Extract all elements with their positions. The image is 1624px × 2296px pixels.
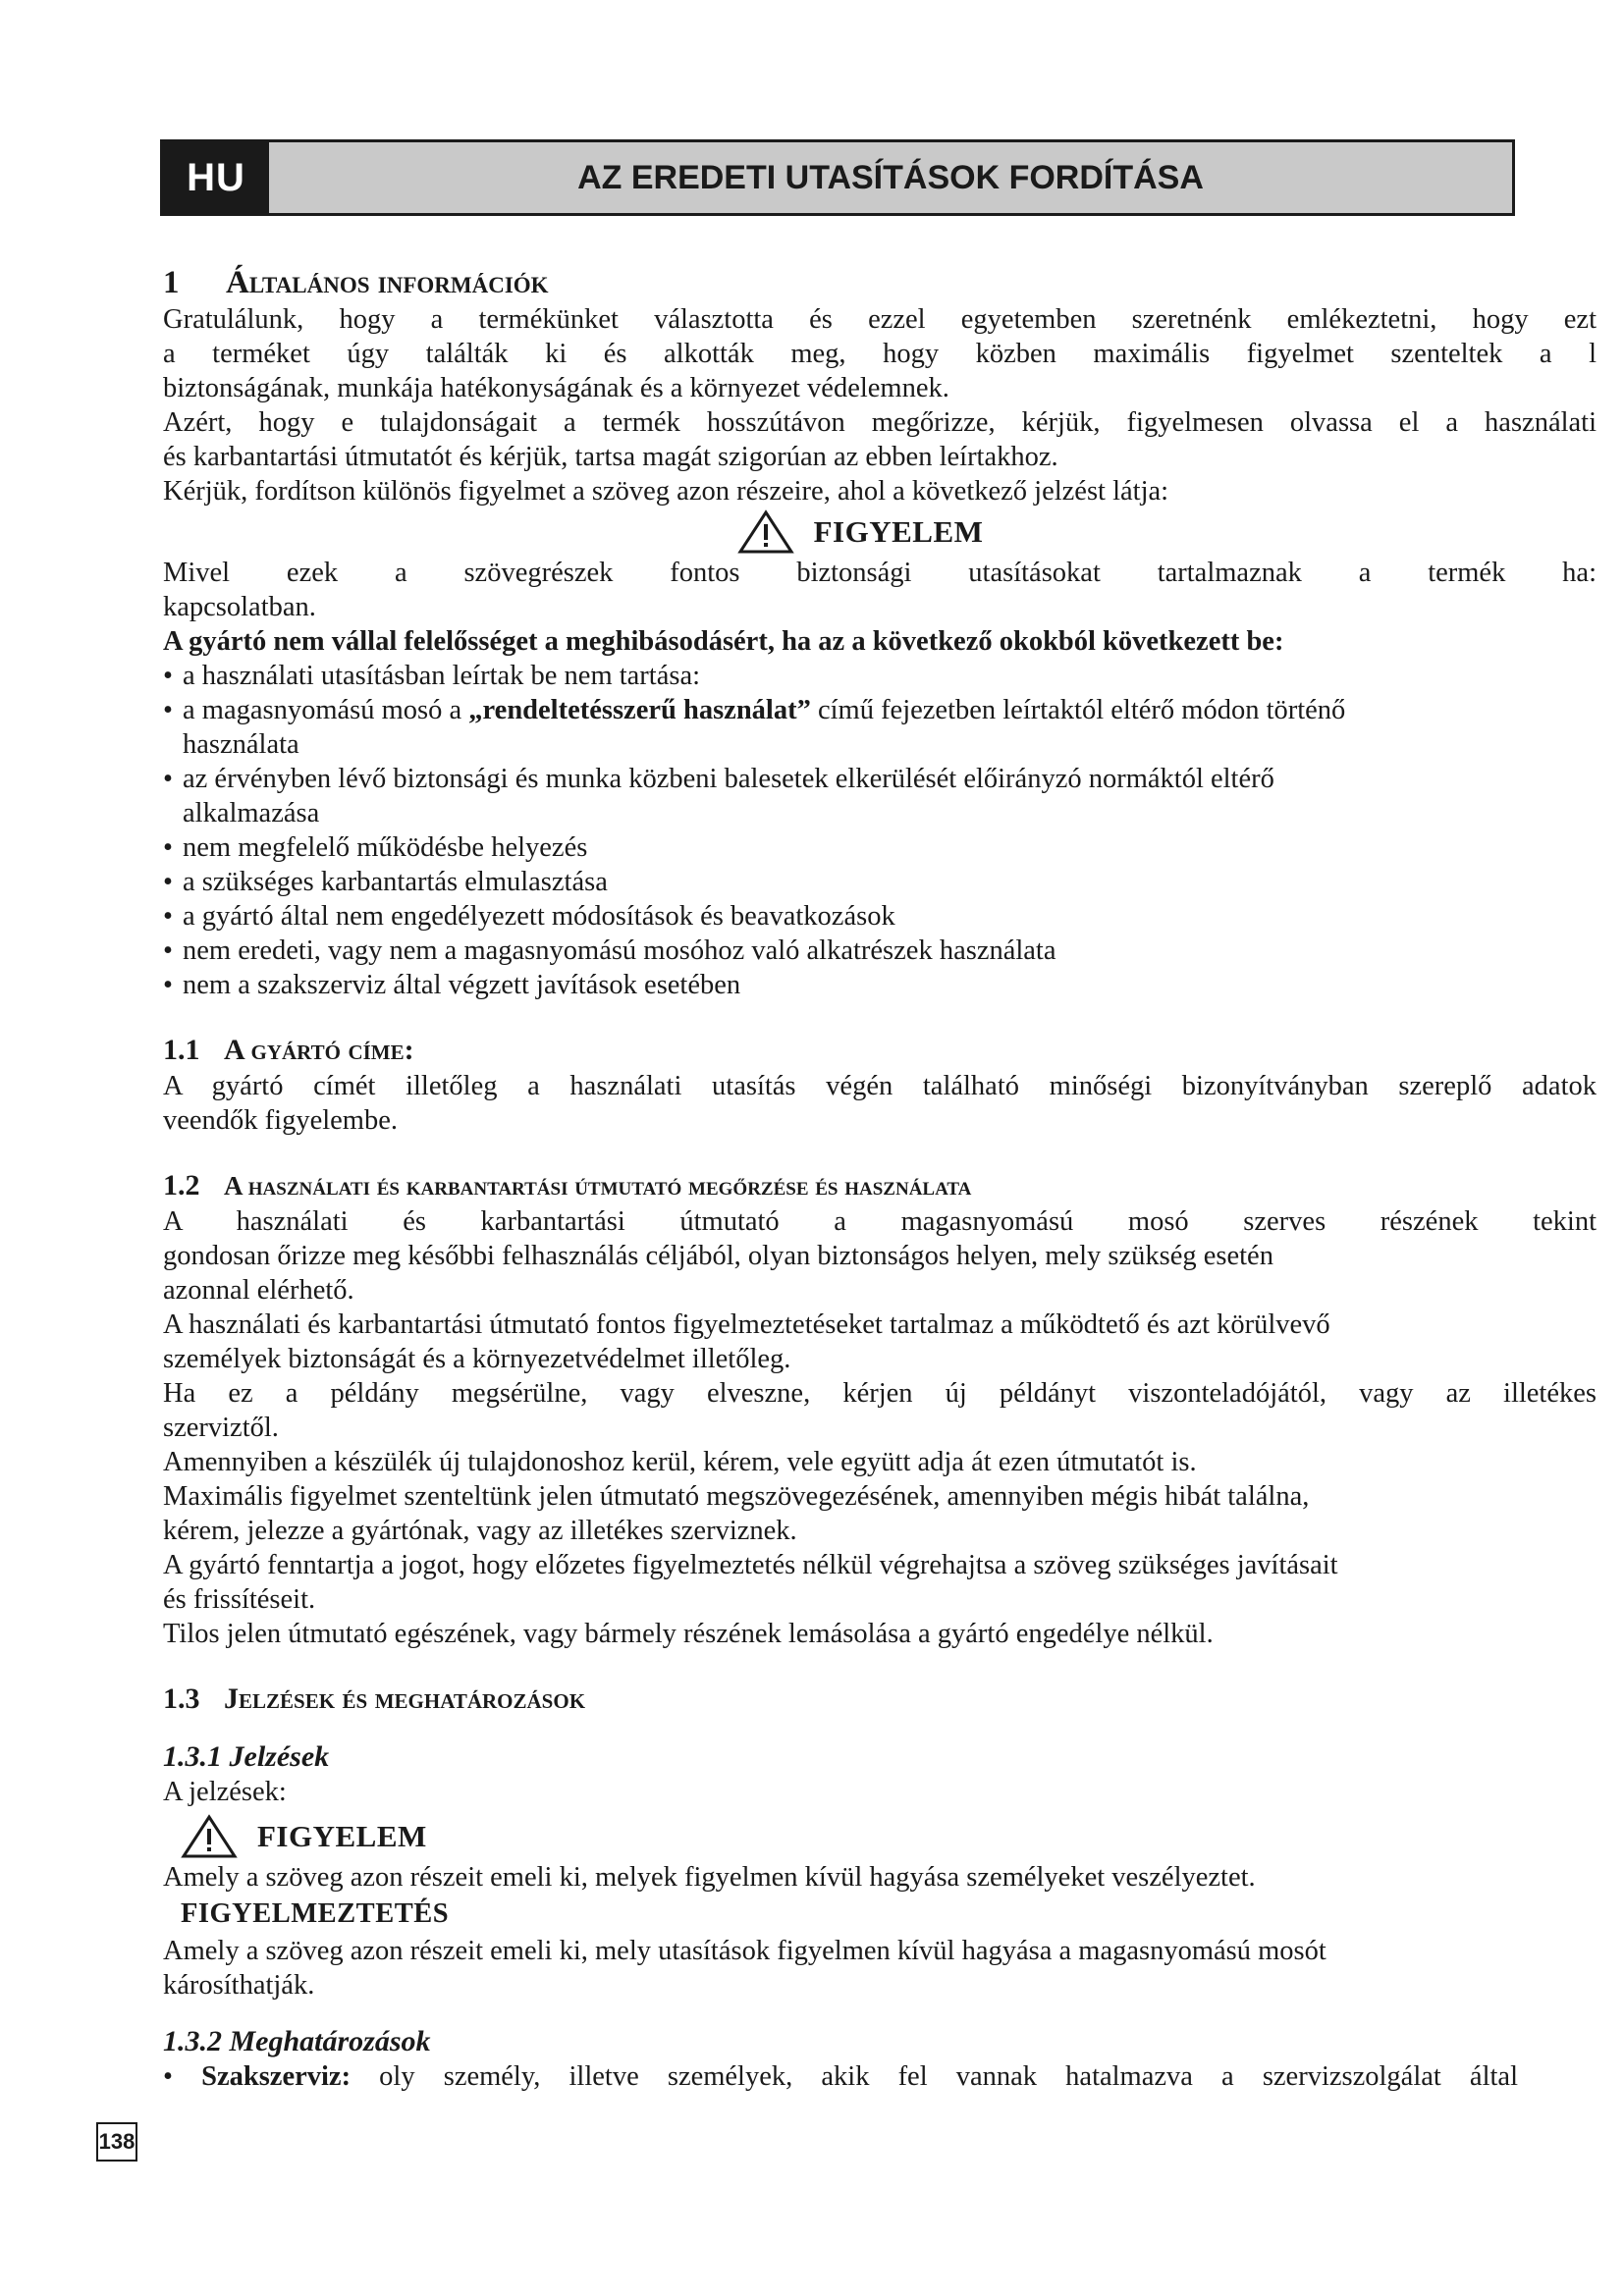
list-item-text: az érvényben lévő biztonsági és munka közbeni balesetek elkerülését előirányzó normáktól eltérő	[183, 764, 1274, 794]
section-1-heading	[163, 263, 1597, 302]
paragraph-line: azonnal elérhető.	[163, 1275, 354, 1306]
section-title: A gyártó címe:	[224, 1034, 414, 1066]
paragraph-line: a terméket úgy találták ki és alkották meg, hogy közben maximális figyelmet szenteltek a l	[163, 339, 1597, 369]
paragraph-line: Maximális figyelmet szenteltünk jelen útmutató megszövegezésének, amennyiben mégis hibát találna,	[163, 1481, 1310, 1512]
list-item-text: nem a szakszerviz által végzett javítások esetében	[183, 970, 741, 1000]
document-title: AZ EREDETI UTASÍTÁSOK FORDÍTÁSA	[577, 159, 1204, 196]
paragraph-line: Kérjük, fordítson különös figyelmet a szöveg azon részeire, ahol a következő jelzést látja:	[163, 476, 1169, 507]
list-item-continuation: alkalmazása	[183, 798, 320, 828]
liability-heading: A gyártó nem vállal felelősséget a meghibásodásért, ha az a következő okokból következett be:	[163, 626, 1284, 657]
paragraph-line: A gyártó címét illetőleg a használati utasítás végén található minőségi bizonyítványban szereplő adatok	[163, 1071, 1597, 1101]
paragraph-line: kérem, jelezze a gyártónak, vagy az illetékes szerviznek.	[163, 1516, 797, 1546]
paragraph-line: A gyártó fenntartja a jogot, hogy előzetes figyelmeztetés nélkül végrehajtsa a szöveg szükséges javításait	[163, 1550, 1338, 1580]
list-item	[163, 865, 1597, 899]
list-item-text: nem eredeti, vagy nem a magasnyomású mosóhoz való alkatrészek használata	[183, 935, 1056, 966]
paragraph-line: Amely a szöveg azon részeit emeli ki, melyek figyelmen kívül hagyása személyeket veszélyeztet.	[163, 1862, 1256, 1893]
header-banner	[160, 139, 1515, 216]
list-item	[163, 762, 1597, 830]
paragraph-line: Amely a szöveg azon részeit emeli ki, mely utasítások figyelmen kívül hagyása a magasnyomású mosót	[163, 1936, 1326, 1966]
section-title: A használati és karbantartási útmutató megőrzése és használata	[224, 1171, 972, 1201]
paragraph-line: károsíthatják.	[163, 1970, 315, 2001]
list-item	[163, 934, 1597, 968]
list-item-text: a gyártó által nem engedélyezett módosítások és beavatkozások	[183, 901, 895, 932]
section-title: Jelzések és meghatározások	[224, 1682, 586, 1715]
section-number: 1.1	[163, 1034, 200, 1066]
section-1-1-heading	[163, 1032, 1597, 1069]
subsection-1-3-1-heading: 1.3.1 Jelzések	[163, 1740, 330, 1773]
list-item-text: a használati utasításban leírtak be nem tartása:	[183, 661, 701, 691]
list-item-text: a magasnyomású mosó a	[183, 695, 469, 725]
paragraph-line: biztonságának, munkája hatékonyságának és a környezet védelemnek.	[163, 373, 949, 403]
list-item	[163, 693, 1597, 762]
definition-term: Szakszerviz:	[201, 2061, 352, 2092]
warning-label: FIGYELEM	[813, 514, 984, 549]
paragraph-line: A jelzések:	[163, 1777, 287, 1807]
definition-line: • Szakszerviz: oly személy, illetve személyek, akik fel vannak hatalmazva a szervizszolgálat által	[163, 2061, 1518, 2092]
paragraph-line: és frissítéseit.	[163, 1584, 316, 1615]
section-number: 1.3	[163, 1682, 200, 1715]
paragraph-line: Amennyiben a készülék új tulajdonoshoz kerül, kérem, vele együtt adja át ezen útmutatót is.	[163, 1447, 1197, 1477]
warning-sign-row	[124, 508, 1597, 556]
list-item	[163, 968, 1597, 1002]
section-1-2-heading	[163, 1167, 1597, 1204]
paragraph-line: Azért, hogy e tulajdonságait a termék hosszútávon megőrizze, kérjük, figyelmesen olvassa el a használati	[163, 407, 1597, 438]
paragraph-line: gondosan őrizze meg későbbi felhasználás céljából, olyan biztonságos helyen, mely szükség esetén	[163, 1241, 1273, 1271]
paragraph-line: szerviztől.	[163, 1413, 279, 1443]
list-item-text: a szükséges karbantartás elmulasztása	[183, 867, 608, 897]
section-number: 1.2	[163, 1169, 200, 1201]
paragraph-line: Ha ez a példány megsérülne, vagy elveszne, kérjen új példányt viszonteladójától, vagy az illetékes	[163, 1378, 1597, 1409]
liability-list	[163, 659, 1597, 1002]
list-item	[163, 659, 1597, 693]
section-title: Általános információk	[226, 265, 549, 300]
language-code-badge: HU	[163, 142, 269, 213]
paragraph-line: kapcsolatban.	[163, 592, 316, 622]
warning-triangle-icon	[737, 509, 794, 555]
paragraph-line: Tilos jelen útmutató egészének, vagy bármely részének lemásolása a gyártó engedélye nélkül.	[163, 1619, 1214, 1649]
paragraph-line: és karbantartási útmutatót és kérjük, tartsa magát szigorúan az ebben leírtakhoz.	[163, 442, 1058, 472]
definition-text: oly személy, illetve személyek, akik fel vannak hatalmazva a szervizszolgálat által	[351, 2061, 1518, 2092]
page-content	[163, 263, 1597, 2094]
list-item-text: nem megfelelő működésbe helyezés	[183, 832, 588, 863]
list-item-emphasis: „rendeltetésszerű használat”	[468, 695, 811, 725]
paragraph-line: A használati és karbantartási útmutató fontos figyelmeztetéseket tartalmaz a működtető és azt körülvevő	[163, 1309, 1330, 1340]
paragraph-line: Mivel ezek a szövegrészek fontos biztonsági utasításokat tartalmaznak a termék ha:	[163, 558, 1597, 588]
section-number: 1	[163, 265, 180, 300]
paragraph-line: Gratulálunk, hogy a termékünket választotta és ezzel egyetemben szeretnénk emlékeztetni, hogy ezt	[163, 304, 1597, 335]
page-number: 138	[96, 2122, 137, 2162]
paragraph-line: veendők figyelembe.	[163, 1105, 398, 1136]
caution-label: FIGYELMEZTETÉS	[181, 1898, 450, 1929]
warning-triangle-icon	[181, 1814, 238, 1859]
warning-label: FIGYELEM	[257, 1819, 427, 1853]
warning-sign-row	[181, 1813, 1597, 1860]
paragraph-line: személyek biztonságát és a környezetvédelmet illetőleg.	[163, 1344, 791, 1374]
list-item-text: című fejezetben leírtaktól eltérő módon történő	[810, 695, 1346, 725]
subsection-1-3-2-heading: 1.3.2 Meghatározások	[163, 2025, 431, 2057]
list-item	[163, 830, 1597, 865]
section-1-3-heading	[163, 1681, 1597, 1718]
list-item	[163, 899, 1597, 934]
paragraph-line: A használati és karbantartási útmutató a magasnyomású mosó szerves részének tekint	[163, 1206, 1597, 1237]
list-item-continuation: használata	[183, 729, 299, 760]
